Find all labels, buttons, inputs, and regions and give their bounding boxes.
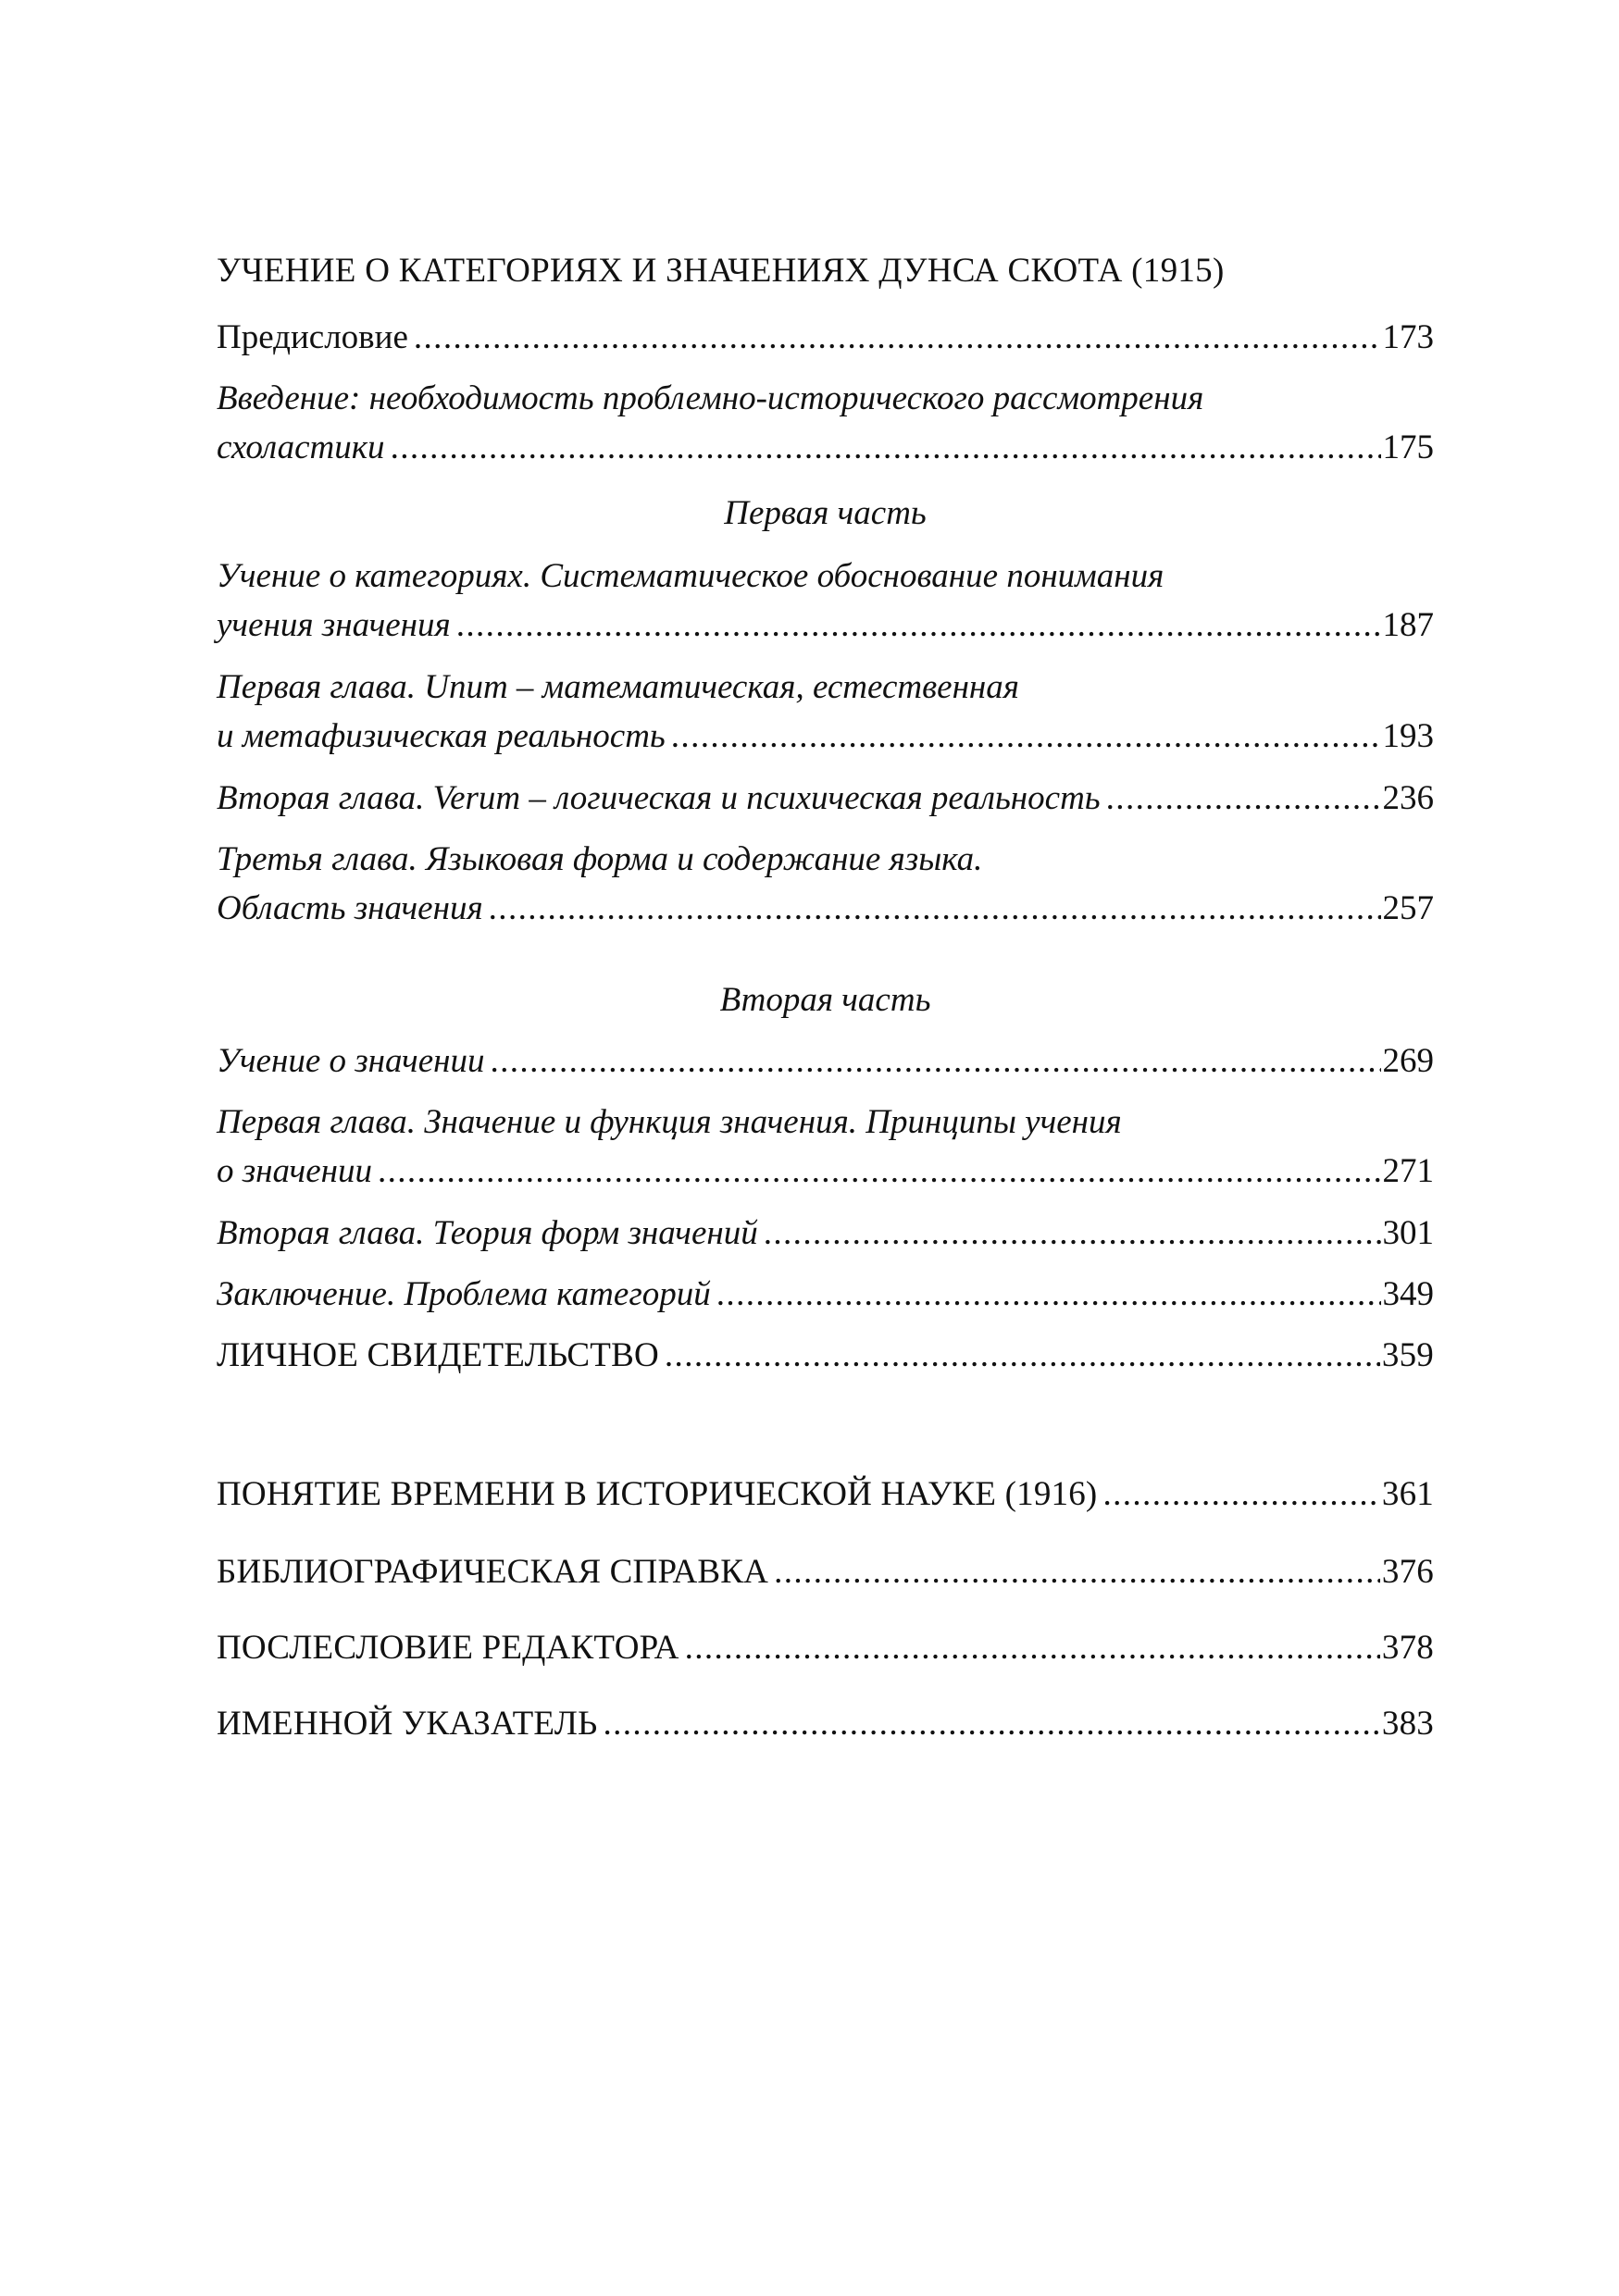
page-number: 257 (1382, 889, 1434, 927)
toc-entry-title: и метафизическая реальность (217, 717, 666, 755)
toc-entry-title-line: Первая глава. Unum – математическая, естественная (217, 668, 1019, 706)
toc-entry-title-line: Учение о категориях. Систематическое обоснование понимания (217, 557, 1164, 595)
toc-entry-chapter-function[interactable] (217, 1098, 1434, 1196)
dot-leader (414, 313, 1381, 362)
toc-entry-chapter-language[interactable] (217, 835, 1434, 933)
dot-leader (378, 1147, 1381, 1196)
section-heading-text: УЧЕНИЕ О КАТЕГОРИЯХ И ЗНАЧЕНИЯХ ДУНСА СКОТА (1915) (217, 252, 1225, 290)
dot-leader (665, 1331, 1380, 1380)
toc-entry-title: о значении (217, 1152, 372, 1190)
page-number: 271 (1382, 1152, 1434, 1190)
page-number: 359 (1381, 1336, 1434, 1374)
toc-entry-introduction[interactable] (217, 374, 1434, 472)
toc-entry-title-line: Введение: необходимость проблемно-исторического рассмотрения (217, 379, 1204, 417)
toc-entry-title: ЛИЧНОЕ СВИДЕТЕЛЬСТВО (217, 1336, 659, 1374)
toc-entry-title: ПОСЛЕСЛОВИЕ РЕДАКТОРА (217, 1629, 679, 1667)
toc-entry-afterword[interactable] (217, 1623, 1434, 1672)
toc-entry-meaning[interactable] (217, 1036, 1434, 1086)
toc-entry-title: схоластики (217, 428, 385, 466)
toc-entry-title: Вторая глава. Verum – логическая и психическая реальность (217, 779, 1101, 817)
part-heading-text: Первая часть (724, 494, 927, 532)
dot-leader (774, 1547, 1380, 1596)
dot-leader (716, 1270, 1381, 1319)
toc-entry-categories[interactable] (217, 552, 1434, 650)
toc-entry-title: Предисловие (217, 318, 408, 356)
dot-leader (685, 1623, 1380, 1672)
part-heading-text: Вторая часть (719, 981, 931, 1019)
toc-entry-title-line: Первая глава. Значение и функция значения. Принципы учения (217, 1103, 1122, 1141)
part-heading-one (217, 492, 1434, 535)
toc-entry-title: ИМЕННОЙ УКАЗАТЕЛЬ (217, 1705, 598, 1743)
toc-entry-title: ПОНЯТИЕ ВРЕМЕНИ В ИСТОРИЧЕСКОЙ НАУКЕ (1916) (217, 1475, 1098, 1513)
dot-leader (489, 884, 1381, 933)
page-number: 193 (1382, 717, 1434, 755)
dot-leader (764, 1209, 1381, 1258)
dot-leader (456, 601, 1381, 650)
toc-entry-title: Область значения (217, 889, 483, 927)
section-heading (217, 250, 1225, 292)
toc-entry-title: Вторая глава. Теория форм значений (217, 1214, 758, 1252)
toc-entry-chapter-unum[interactable] (217, 663, 1434, 761)
page-number: 361 (1381, 1475, 1434, 1513)
dot-leader (391, 423, 1381, 472)
dot-leader (671, 712, 1381, 761)
page-number: 175 (1382, 428, 1434, 466)
toc-entry-testimony[interactable] (217, 1331, 1434, 1380)
page-number: 349 (1382, 1275, 1434, 1313)
toc-entry-chapter-verum[interactable] (217, 774, 1434, 823)
toc-entry-chapter-forms[interactable] (217, 1209, 1434, 1258)
page-number: 378 (1381, 1629, 1434, 1667)
toc-entry-title-line: Третья глава. Языковая форма и содержание языка. (217, 840, 983, 878)
dot-leader (490, 1036, 1380, 1086)
part-heading-two (217, 979, 1434, 1022)
toc-entry-title: учения значения (217, 606, 451, 644)
toc-entry-title: БИБЛИОГРАФИЧЕСКАЯ СПРАВКА (217, 1553, 769, 1591)
page-number: 236 (1382, 779, 1434, 817)
page-number: 376 (1381, 1553, 1434, 1591)
toc-entry-bibliography[interactable] (217, 1547, 1434, 1596)
page-number: 173 (1382, 318, 1434, 356)
page-number: 383 (1381, 1705, 1434, 1743)
toc-entry-time-concept[interactable] (217, 1470, 1434, 1519)
toc-entry-title: Заключение. Проблема категорий (217, 1275, 711, 1313)
dot-leader (1102, 1470, 1379, 1519)
toc-entry-title: Учение о значении (217, 1042, 485, 1080)
page-number: 187 (1382, 606, 1434, 644)
toc-entry-conclusion[interactable] (217, 1270, 1434, 1319)
page-number: 301 (1382, 1214, 1434, 1252)
toc-entry-name-index[interactable] (217, 1699, 1434, 1748)
dot-leader (1106, 774, 1381, 823)
toc-entry-preface[interactable] (217, 313, 1434, 362)
page-number: 269 (1382, 1042, 1434, 1080)
dot-leader (603, 1699, 1379, 1748)
